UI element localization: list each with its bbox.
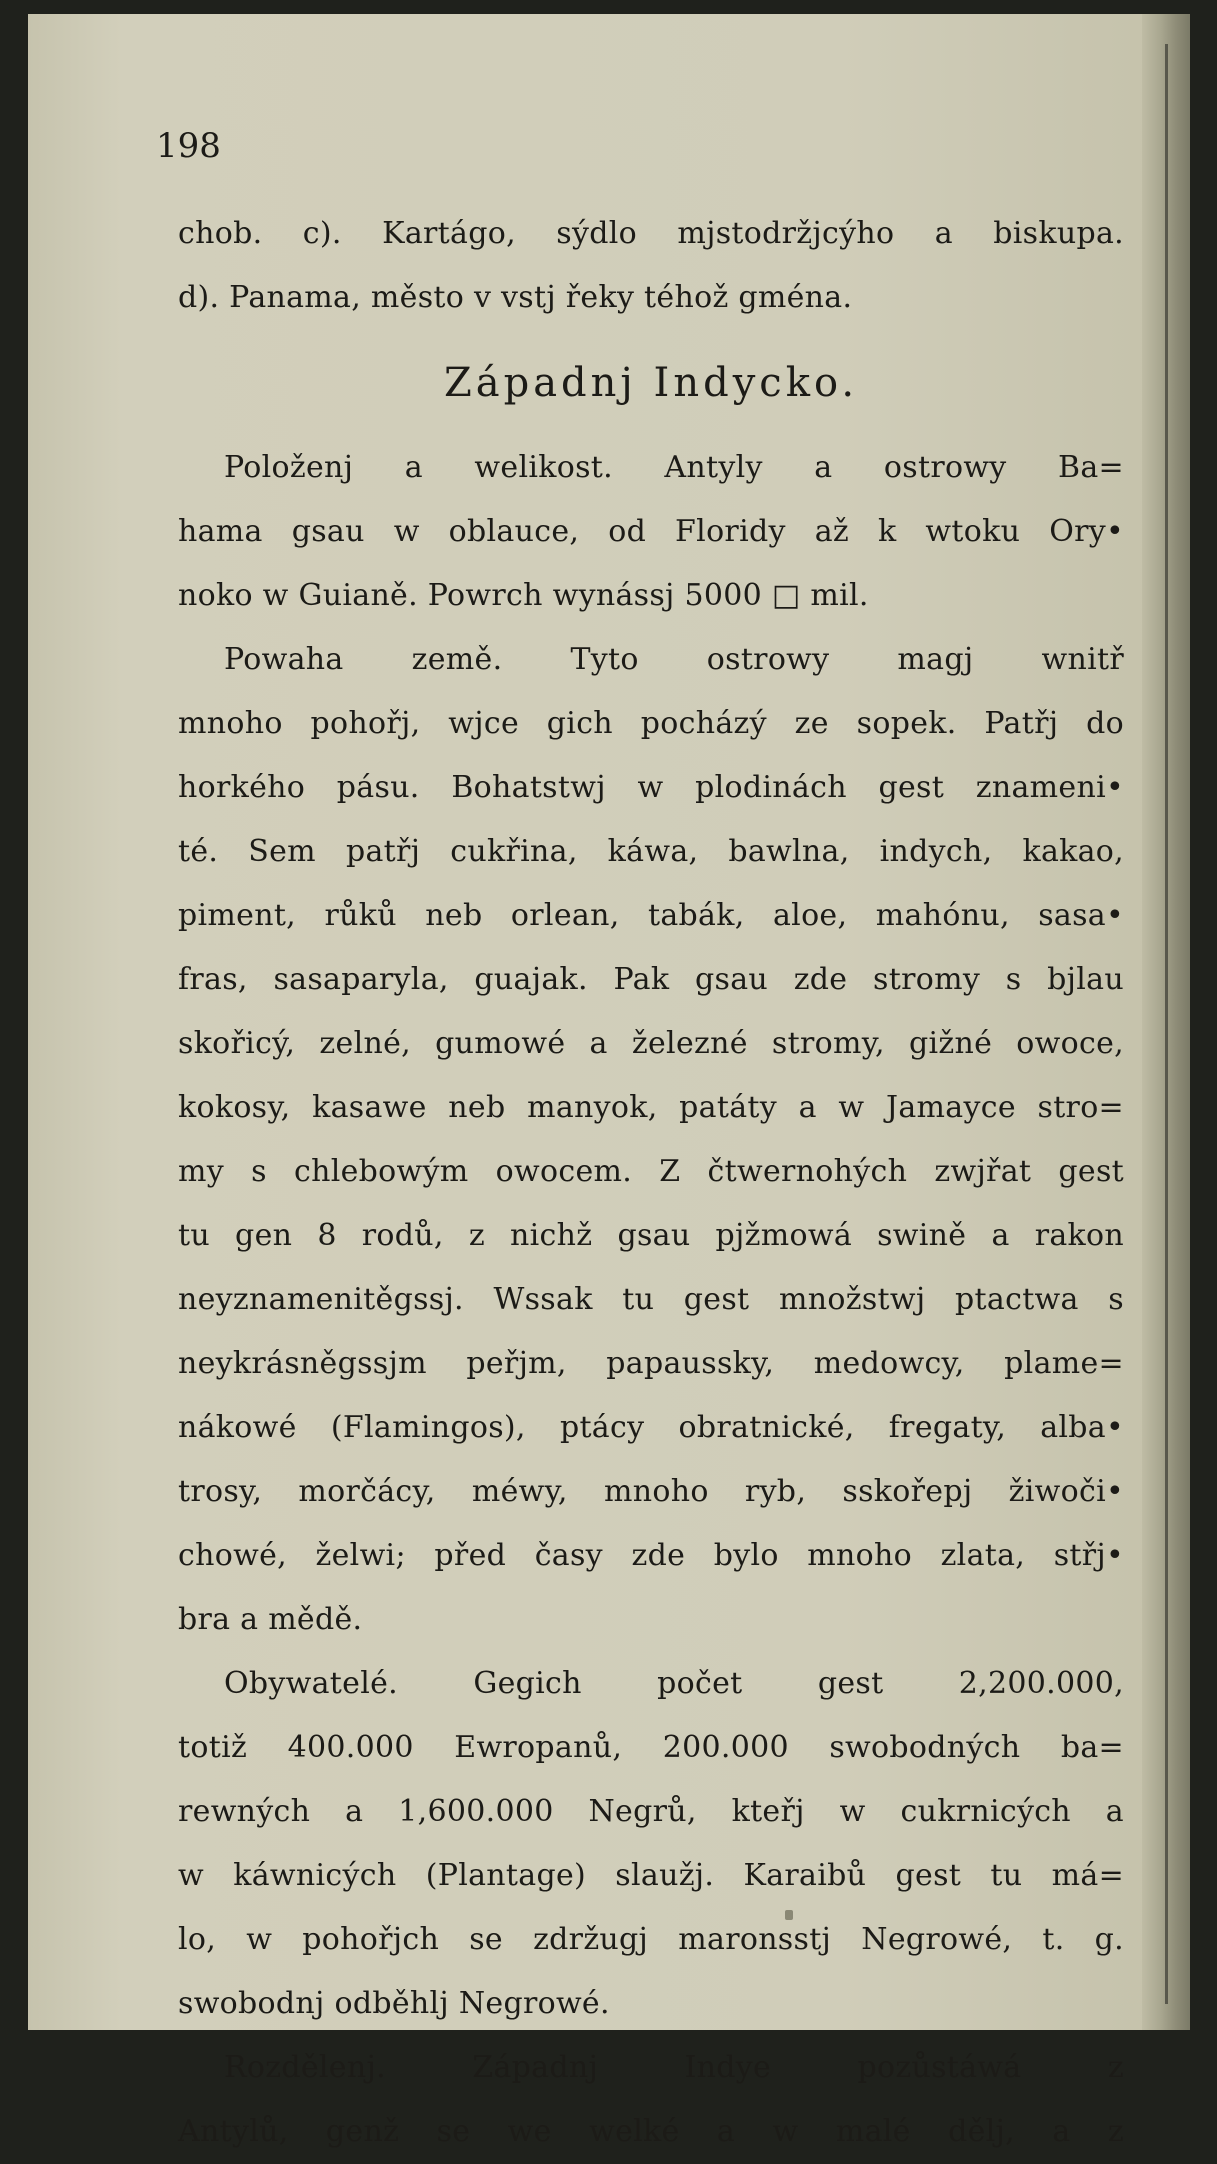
text-line: w káwnicých (Plantage) slaužj. Karaibů gest tu má= bbox=[178, 1858, 1124, 1893]
book-page bbox=[28, 14, 1190, 2149]
text-line: neyznamenitěgssj. Wssak tu gest množstwj ptactwa s bbox=[178, 1282, 1124, 1317]
page-number: 198 bbox=[156, 126, 221, 166]
text-line: hama gsau w oblauce, od Floridy až k wtoku Ory• bbox=[178, 514, 1124, 549]
text-line: chowé, želwi; před časy zde bylo mnoho zlata, střj• bbox=[178, 1538, 1124, 1573]
text-line: rewných a 1,600.000 Negrů, kteřj w cukrnicých a bbox=[178, 1794, 1124, 1829]
text-line: swobodnj odběhlj Negrowé. bbox=[178, 1986, 610, 2021]
text-line: Powaha země. Tyto ostrowy magj wnitř bbox=[224, 642, 1124, 677]
text-line: tu gen 8 rodů, z nichž gsau pjžmowá swině a rakon bbox=[178, 1218, 1124, 1253]
text-line: Obywatelé. Gegich počet gest 2,200.000, bbox=[224, 1666, 1124, 1701]
text-line: neykrásněgssjm peřjm, papaussky, medowcy, plame= bbox=[178, 1346, 1124, 1381]
ink-speck bbox=[785, 1910, 793, 1920]
text-line: lo, w pohořjch se zdržugj maronsstj Negrowé, t. g. bbox=[178, 1922, 1124, 1957]
text-line: Položenj a welikost. Antyly a ostrowy Ba= bbox=[224, 450, 1124, 485]
text-line: Rozdělenj. Západnj Indye pozůstáwá z bbox=[224, 2050, 1124, 2085]
text-line: noko w Guianě. Powrch wynássj 5000 □ mil. bbox=[178, 578, 869, 613]
text-line: my s chlebowým owocem. Z čtwernohých zwjřat gest bbox=[178, 1154, 1124, 1189]
text-line: fras, sasaparyla, guajak. Pak gsau zde stromy s bjlau bbox=[178, 962, 1124, 997]
text-line: Antylů, genž se we welké a w malé dělj, a z bbox=[178, 2114, 1124, 2149]
text-line: kokosy, kasawe neb manyok, patáty a w Jamayce stro= bbox=[178, 1090, 1124, 1125]
text-line: skořicý, zelné, gumowé a železné stromy, gižné owoce, bbox=[178, 1026, 1124, 1061]
text-line: d). Panama, město v vstj řeky téhož gména. bbox=[178, 280, 853, 315]
text-line: trosy, morčácy, méwy, mnoho ryb, sskořepj žiwoči• bbox=[178, 1474, 1124, 1509]
text-line: chob. c). Kartágo, sýdlo mjstodržjcýho a biskupa. bbox=[178, 216, 1124, 251]
text-line: mnoho pohořj, wjce gich pocházý ze sopek. Patřj do bbox=[178, 706, 1124, 741]
text-line: bra a mědě. bbox=[178, 1602, 363, 1637]
page-text bbox=[178, 202, 1124, 2164]
text-line: totiž 400.000 Ewropanů, 200.000 swobodných ba= bbox=[178, 1730, 1124, 1765]
binding-edge bbox=[1165, 44, 1168, 2004]
page-gutter bbox=[1142, 14, 1190, 2030]
section-heading: Západnj Indycko. bbox=[443, 360, 859, 406]
text-line: nákowé (Flamingos), ptácy obratnické, fregaty, alba• bbox=[178, 1410, 1124, 1445]
text-line: té. Sem patřj cukřina, káwa, bawlna, indych, kakao, bbox=[178, 834, 1124, 869]
text-line: horkého pásu. Bohatstwj w plodinách gest znameni• bbox=[178, 770, 1124, 805]
text-line: piment, růků neb orlean, tabák, aloe, mahónu, sasa• bbox=[178, 898, 1124, 933]
